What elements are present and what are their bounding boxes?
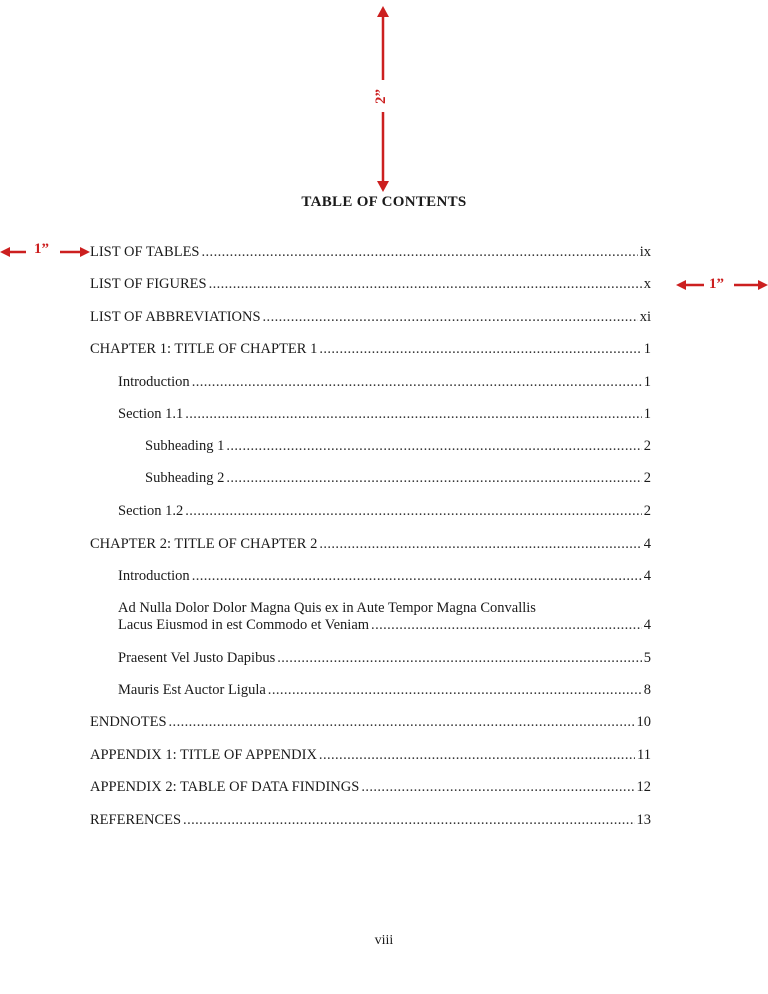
toc-entry[interactable] xyxy=(90,779,651,796)
toc-entry[interactable] xyxy=(145,470,651,487)
toc-entry-label: LIST OF FIGURES xyxy=(90,276,207,292)
leader-dots xyxy=(226,470,641,487)
toc-entry[interactable] xyxy=(145,438,651,455)
toc-entry-page: 4 xyxy=(643,568,651,584)
toc-entry-label: REFERENCES xyxy=(90,812,182,828)
leader-dots xyxy=(371,617,642,634)
top-margin-annotation xyxy=(372,6,394,192)
toc-entry[interactable] xyxy=(90,747,651,764)
toc-entry-page: 2 xyxy=(643,503,651,519)
right-margin-label: 1” xyxy=(709,276,724,292)
toc-entry[interactable] xyxy=(118,406,651,423)
toc-entry-page: 1 xyxy=(643,406,651,422)
left-margin-annotation xyxy=(0,243,92,261)
toc-entry-label: CHAPTER 2: TITLE OF CHAPTER 2 xyxy=(90,536,318,552)
toc-entry-page: 10 xyxy=(636,714,651,730)
toc-entry-label: Section 1.1 xyxy=(118,406,184,422)
toc-entry[interactable] xyxy=(90,276,651,293)
toc-entry-label: LIST OF TABLES xyxy=(90,244,200,260)
toc-entry[interactable] xyxy=(90,244,651,261)
leader-dots xyxy=(319,341,641,358)
toc-entry[interactable] xyxy=(90,536,651,553)
top-margin-label: 2” xyxy=(373,89,389,104)
leader-dots xyxy=(268,682,642,699)
toc-entry[interactable] xyxy=(90,812,651,829)
leader-dots xyxy=(319,536,641,553)
toc-entry-label: Mauris Est Auctor Ligula xyxy=(118,682,266,698)
leader-dots xyxy=(169,714,635,731)
toc-entry-label: Lacus Eiusmod in est Commodo et Veniam xyxy=(118,617,370,633)
toc-entry-label: ENDNOTES xyxy=(90,714,167,730)
toc-entry-page: 1 xyxy=(643,341,651,357)
leader-dots xyxy=(185,406,642,423)
toc-entry-label: Section 1.2 xyxy=(118,503,184,519)
toc-entry-label: Subheading 1 xyxy=(145,438,225,454)
toc-entry-page: 2 xyxy=(643,470,651,486)
leader-dots xyxy=(361,779,634,796)
toc-entry-page: 12 xyxy=(636,779,651,795)
toc-entry[interactable] xyxy=(118,650,651,667)
toc-entry[interactable] xyxy=(118,503,651,520)
toc-entry-label: Introduction xyxy=(118,374,190,390)
toc-entry-page: 4 xyxy=(643,617,651,633)
toc-entry[interactable] xyxy=(118,568,651,585)
toc-entry-page: 11 xyxy=(637,747,651,763)
toc-entry-label-line1: Ad Nulla Dolor Dolor Magna Quis ex in Aute Tempor Magna Convallis xyxy=(118,600,536,616)
right-margin-annotation xyxy=(676,276,768,294)
toc-entry[interactable] xyxy=(90,309,651,326)
leader-dots xyxy=(226,438,641,455)
toc-entry-page: 8 xyxy=(643,682,651,698)
leader-dots xyxy=(319,747,635,764)
toc-entry[interactable] xyxy=(90,341,651,358)
toc-entry-label: APPENDIX 1: TITLE OF APPENDIX xyxy=(90,747,317,763)
leader-dots xyxy=(263,309,638,326)
toc-entry[interactable] xyxy=(118,682,651,699)
toc-entry[interactable] xyxy=(90,714,651,731)
toc-title: TABLE OF CONTENTS xyxy=(301,194,467,210)
toc-entry-label: Subheading 2 xyxy=(145,470,225,486)
leader-dots xyxy=(192,568,642,585)
toc-entry-page: x xyxy=(643,276,651,292)
page-number: viii xyxy=(374,933,394,948)
toc-entry-label: CHAPTER 1: TITLE OF CHAPTER 1 xyxy=(90,341,318,357)
toc-entry-multiline[interactable] xyxy=(118,600,651,634)
toc-entry-page: 4 xyxy=(643,536,651,552)
toc-entry-page: 2 xyxy=(643,438,651,454)
leader-dots xyxy=(185,503,642,520)
toc-entry-page: 1 xyxy=(643,374,651,390)
left-margin-label: 1” xyxy=(34,241,49,257)
toc-entry-label: Praesent Vel Justo Dapibus xyxy=(118,650,276,666)
toc-entry-label: Introduction xyxy=(118,568,190,584)
leader-dots xyxy=(209,276,642,293)
toc-entry[interactable] xyxy=(118,374,651,391)
leader-dots xyxy=(202,244,638,261)
toc-entry-label: LIST OF ABBREVIATIONS xyxy=(90,309,261,325)
leader-dots xyxy=(192,374,642,391)
toc-entry-label: APPENDIX 2: TABLE OF DATA FINDINGS xyxy=(90,779,360,795)
toc-entry-page: xi xyxy=(639,309,651,325)
toc-entry-page: 13 xyxy=(636,812,651,828)
toc-entry-page: ix xyxy=(639,244,651,260)
leader-dots xyxy=(183,812,634,829)
toc-entry-page: 5 xyxy=(643,650,651,666)
leader-dots xyxy=(277,650,642,667)
